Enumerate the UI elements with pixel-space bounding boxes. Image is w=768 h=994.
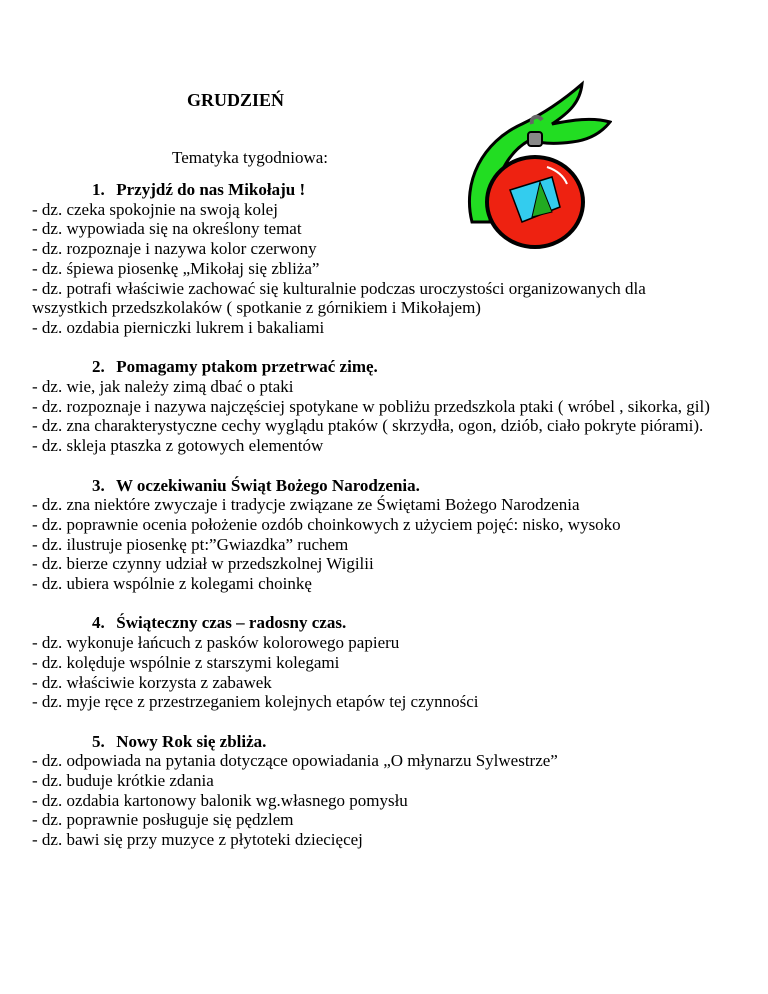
list-item: - dz. kolęduje wspólnie z starszymi kolegami	[32, 652, 340, 672]
section-number: 3.	[92, 475, 105, 495]
list-item: - dz. poprawnie posługuje się pędzlem	[32, 810, 294, 830]
document-body	[32, 180, 722, 870]
week-section-5	[32, 732, 722, 850]
week-section-3	[32, 476, 722, 594]
list-item: - dz. wie, jak należy zimą dbać o ptaki	[32, 377, 294, 397]
list-item: - dz. ozdabia kartonowy balonik wg.własnego pomysłu	[32, 790, 408, 810]
section-heading: Świąteczny czas – radosny czas.	[116, 613, 347, 633]
section-number: 1.	[92, 180, 105, 199]
section-heading: Przyjdź do nas Mikołaju !	[116, 180, 306, 199]
list-item: - dz. myje ręce z przestrzeganiem kolejnych etapów tej czynności	[32, 692, 479, 712]
section-number: 4.	[92, 613, 105, 633]
list-item: - dz. poprawnie ocenia położenie ozdób choinkowych z użyciem pojęć: nisko, wysoko	[32, 514, 621, 534]
list-item: - dz. czeka spokojnie na swoją kolej	[32, 199, 278, 219]
list-item: - dz. wypowiada się na określony temat	[32, 219, 302, 239]
week-section-4	[32, 613, 722, 712]
section-heading: Nowy Rok się zbliża.	[116, 731, 267, 751]
list-item: - dz. ozdabia pierniczki lukrem i bakaliami	[32, 317, 325, 337]
list-item: - dz. zna niektóre zwyczaje i tradycje związane ze Świętami Bożego Narodzenia	[32, 495, 580, 515]
list-item: - dz. bawi się przy muzyce z płytoteki dziecięcej	[32, 830, 363, 850]
list-item: - dz. śpiewa piosenkę „Mikołaj się zbliża”	[32, 258, 320, 278]
list-item: - dz. skleja ptaszka z gotowych elementów	[32, 436, 324, 456]
list-item: - dz. odpowiada na pytania dotyczące opowiadania „O młynarzu Sylwestrze”	[32, 751, 558, 771]
list-item: - dz. wykonuje łańcuch z pasków kolorowego papieru	[32, 633, 400, 653]
document-title: GRUDZIEŃ	[187, 90, 285, 110]
list-item: - dz. bierze czynny udział w przedszkolnej Wigilii	[32, 554, 374, 574]
list-item: - dz. ubiera wspólnie z kolegami choinkę	[32, 574, 312, 594]
list-item: - dz. zna charakterystyczne cechy wyglądu ptaków ( skrzydła, ogon, dziób, ciało pokryte piórami).	[32, 416, 704, 436]
section-number: 5.	[92, 731, 105, 751]
list-item: - dz. rozpoznaje i nazywa najczęściej spotykane w pobliżu przedszkola ptaki ( wróbel , sikorka, gil)	[32, 396, 710, 416]
list-item: - dz. buduje krótkie zdania	[32, 771, 214, 791]
list-item: - dz. rozpoznaje i nazywa kolor czerwony	[32, 239, 317, 259]
section-heading: W oczekiwaniu Świąt Bożego Narodzenia.	[115, 475, 420, 495]
list-item: - dz. potrafi właściwie zachować się kulturalnie podczas uroczystości organizowanych dla wszystkich przedszkolaków ( spotkanie z górnikiem i Mikołajem)	[32, 278, 646, 318]
section-number: 2.	[92, 357, 105, 377]
list-item: - dz. właściwie korzysta z zabawek	[32, 672, 272, 692]
week-section-1	[32, 180, 722, 338]
week-section-2	[32, 357, 722, 456]
section-heading: Pomagamy ptakom przetrwać zimę.	[116, 357, 378, 377]
document-subtitle: Tematyka tygodniowa:	[172, 148, 329, 167]
list-item: - dz. ilustruje piosenkę pt:”Gwiazdka” ruchem	[32, 534, 349, 554]
